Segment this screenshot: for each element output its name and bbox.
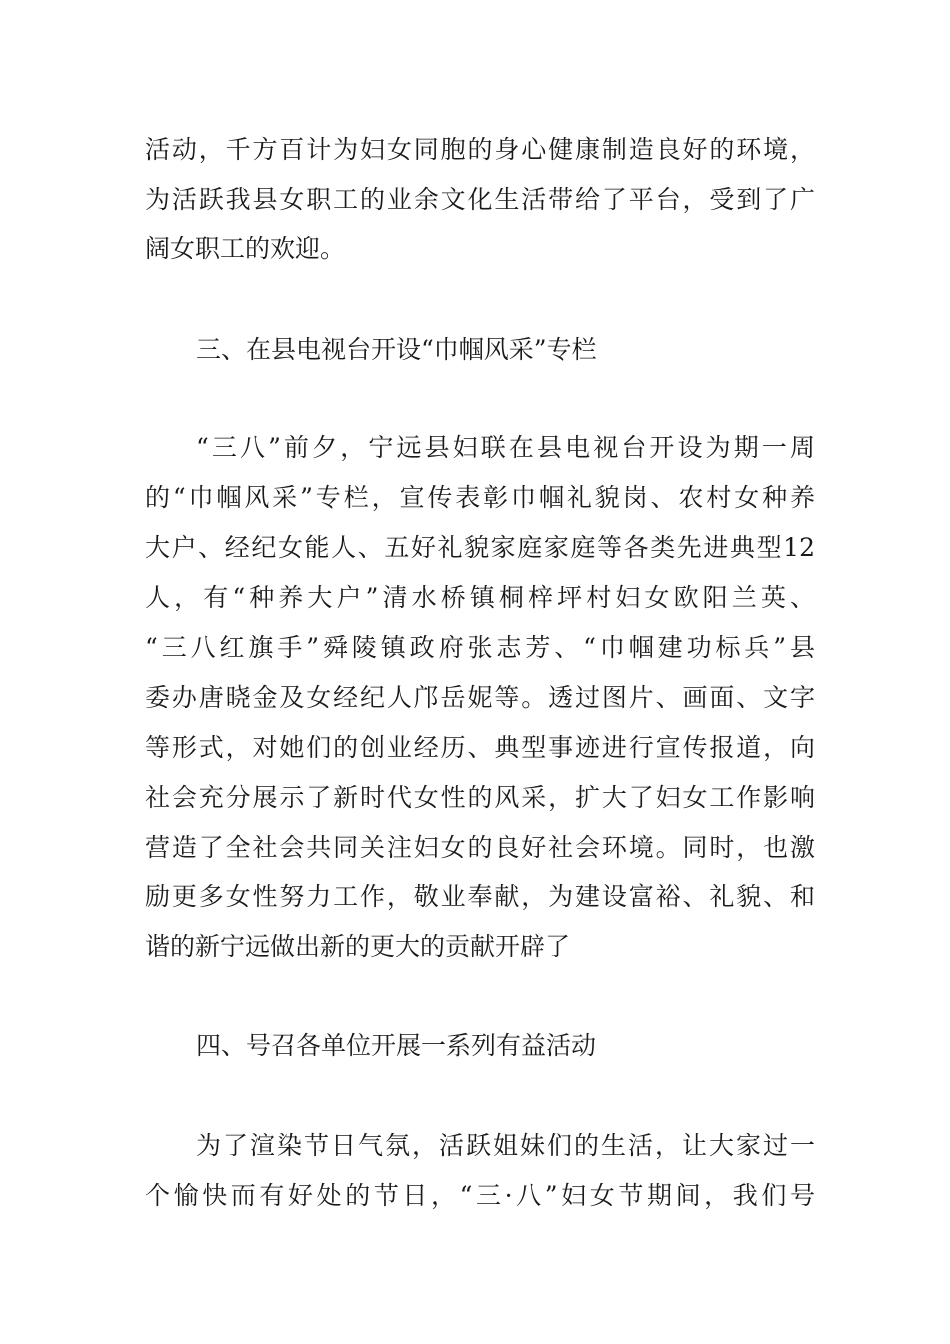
paragraph-line: 阔女职工的欢迎。 — [145, 234, 346, 263]
paragraph-line: “三八红旗手”舜陵镇政府张志芳、“巾帼建功标兵”县 — [145, 633, 815, 662]
paragraph-line: 社会充分展示了新时代女性的风采，扩大了妇女工作影响 — [145, 783, 815, 812]
paragraph-line: 人，有“种养大户”清水桥镇桐梓坪村妇女欧阳兰英、 — [145, 583, 815, 612]
paragraph-line: “三八”前夕，宁远县妇联在县电视台开设为期一周 — [196, 433, 815, 462]
paragraph-line: 委办唐晓金及女经纪人邝岳妮等。透过图片、画面、文字 — [145, 683, 815, 712]
paragraph-line: 的“巾帼风采”专栏，宣传表彰巾帼礼貌岗、农村女种养 — [145, 483, 815, 512]
paragraph-line: 谐的新宁远做出新的更大的贡献开辟了 — [145, 932, 571, 961]
paragraph-line: 励更多女性努力工作，敬业奉献，为建设富裕、礼貌、和 — [145, 882, 815, 911]
section-heading: 四、号召各单位开展一系列有益活动 — [196, 1031, 597, 1060]
paragraph-line: 营造了全社会共同关注妇女的良好社会环境。同时，也激 — [145, 833, 815, 862]
section-heading: 三、在县电视台开设“巾帼风采”专栏 — [196, 335, 597, 364]
paragraph-line: 活动，千方百计为妇女同胞的身心健康制造良好的环境， — [145, 135, 815, 164]
paragraph-line: 大户、经纪女能人、五好礼貌家庭家庭等各类先进典型12 — [145, 533, 815, 562]
paragraph-line: 个愉快而有好处的节日，“三·八”妇女节期间，我们号 — [145, 1181, 815, 1210]
paragraph-line: 等形式，对她们的创业经历、典型事迹进行宣传报道，向 — [145, 733, 815, 762]
paragraph-line: 为了渲染节日气氛，活跃姐妹们的生活，让大家过一 — [196, 1131, 815, 1160]
paragraph-line: 为活跃我县女职工的业余文化生活带给了平台，受到了广 — [145, 185, 815, 214]
